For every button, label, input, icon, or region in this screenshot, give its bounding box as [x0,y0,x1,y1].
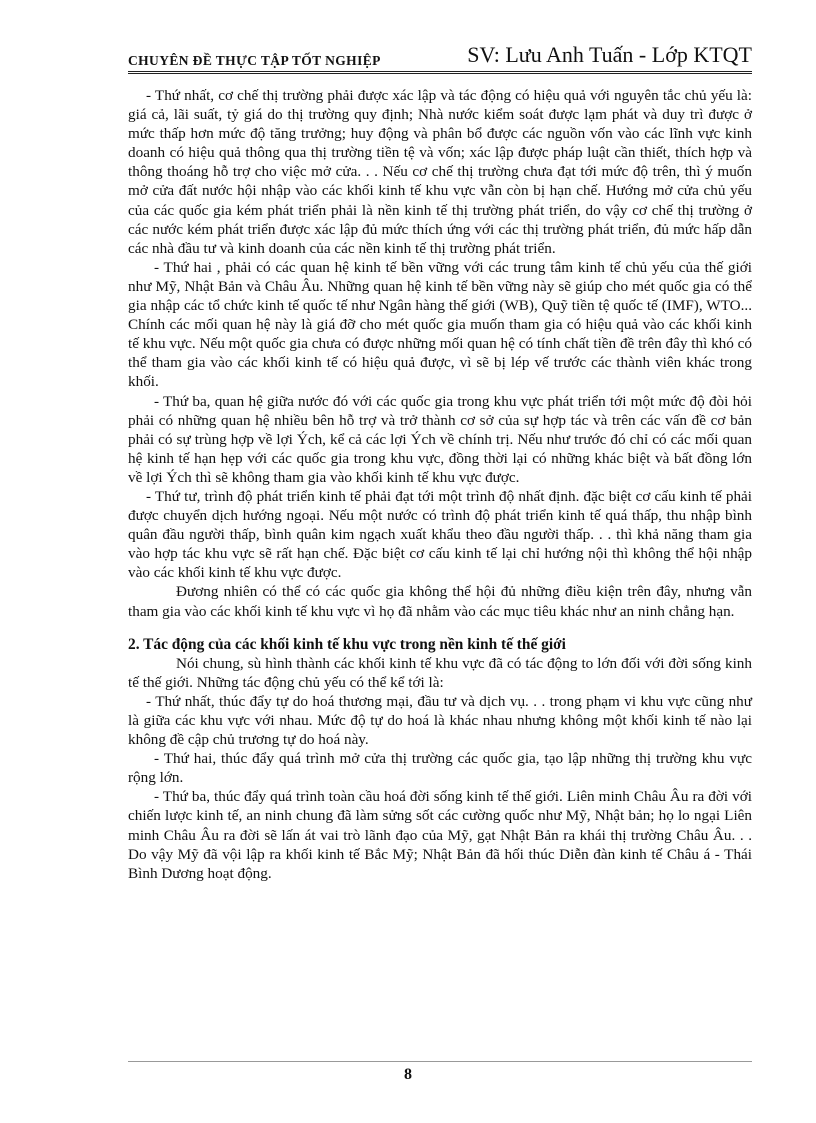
header-rule [128,71,752,74]
header-report-title: CHUYÊN ĐỀ THỰC TẬP TỐT NGHIỆP [128,53,381,68]
page-number: 8 [404,1066,412,1083]
paragraph-conclusion: Đương nhiên có thể có các quốc gia không thể hội đủ những điều kiện trên đây, nhưng vẫn tham gia vào các khối kinh tế khu vực vì họ đã nhằm vào các mục tiêu khác như an ninh chẳng hạn. [128,583,752,620]
paragraph-third-impact: - Thứ ba, thúc đẩy quá trình toàn cầu hoá đời sống kinh tế thế giới. Liên minh Châu Âu ra đời với chiến lược kinh tế, an ninh chung đã làm sửng sốt các cường quốc như Mỹ, Nhật bản; họ lo ngại Liên minh Châu Âu ra đời sẽ lấn át vai trò lãnh đạo của Mỹ, gạt Nhật Bản ra khái thị trường Châu Âu. . . Do vậy Mỹ đã vội lập ra khối kinh tế Bắc Mỹ; Nhật Bản đã hối thúc Diễn đàn kinh tế Châu á - Thái Bình Dương hoạt động. [128,788,752,882]
footer-rule [128,1061,752,1062]
paragraph-second-condition: - Thứ hai , phải có các quan hệ kinh tế bền vững với các trung tâm kinh tế chủ yếu của thế giới như Mỹ, Nhật Bản và Châu Âu. Những quan hệ kinh tế bền vững này sẽ giúp cho mét quốc gia có thể gia nhập các tổ chức kinh tế quốc tế như Ngân hàng thế giới (WB), Quỹ tiền tệ quốc tế (IMF), WTO... Chính các mối quan hệ này là giá đỡ cho mét quốc gia muốn tham gia có hiệu quả vào các khối kinh tế khu vực. Nếu một quốc gia chưa có được những mối quan hệ có tính chất tiền đề trên đây thì khó có thể tham gia vào các khối kinh tế có hiệu quả được, vì sẽ bị lép vế trước các thành viên khác trong khối. [128,258,752,391]
page-header [128,42,752,72]
header-student-info: SV: Lưu Anh Tuấn - Lớp KTQT [467,42,752,67]
paragraph-fourth-condition: - Thứ tư, trình độ phát triển kinh tế phải đạt tới một trình độ nhất định. đặc biệt cơ cấu kinh tế phải được chuyển dịch hướng ngoại. Nếu một nước có trình độ phát triển kinh tế quá thấp, thu nhập bình quân đầu người thấp, bình quân kim ngạch xuất khẩu theo đầu người thấp. . . thì khả năng tham gia vào hợp tác khu vực sẽ rất hạn chế. Đặc biệt cơ cấu kinh tế lại chỉ hướng nội thì không thể hội nhập vào các khối kinh tế khu vực được. [128,487,752,582]
paragraph-second-impact: - Thứ hai, thúc đẩy quá trình mở cửa thị trường các quốc gia, tạo lập những thị trường khu vực rộng lớn. [128,750,752,787]
paragraph-third-condition: - Thứ ba, quan hệ giữa nước đó với các quốc gia trong khu vực phát triển tới một mức độ đòi hỏi phải có những quan hệ nhiều bên hỗ trợ và trở thành cơ sở của sự hợp tác và trên các vấn đề cơ bản phải có sự trùng hợp về lợi Ých, kể cả các lợi Ých về chính trị. Nếu như trước đó chỉ có các mối quan hệ kinh tế hạn hẹp với các quốc gia trong khu vực, đồng thời lại có những khác biệt và bất đồng lớn về lợi Ých thì sẽ không tham gia vào khối kinh tế khu vực được. [128,392,752,486]
paragraph-first-impact: - Thứ nhất, thúc đẩy tự do hoá thương mại, đầu tư và dịch vụ. . . trong phạm vi khu vực cũng như là giữa các khu vực với nhau. Mức độ tự do hoá là khác nhau nhưng không một khối kinh tế nào lại không đề cập chủ trương tự do hoá này. [128,692,752,749]
paragraph-first-condition: - Thứ nhất, cơ chế thị trường phải được xác lập và tác động có hiệu quả với nguyên tắc chủ yếu là: giá cả, lãi suất, tỷ giá do thị trường quy định; Nhà nước kiểm soát được lạm phát và duy trì được ở mức thấp hơn mức độ tăng trưởng; huy động và phân bổ được các nguồn vốn vào các lĩnh vực kinh doanh có hiệu quả thông qua thị trường tiền tệ và vốn; xác lập được pháp luật cần thiết, thích hợp và thông thoáng hỗ trợ cho việc mở cửa. . . Nếu cơ chế thị trường chưa đạt tới mức độ trên, thì ý muốn mở cửa đất nước hội nhập vào các khối kinh tế khu vực vẫn còn bị hạn chế. Hướng mở cửa chủ yếu của các quốc gia kém phát triển phải là nền kinh tế thị trường phát triển, do vậy cơ chế thị trường ở các nước kém phát triển được xác lập đủ mức thích ứng với các thị trường phát triển, đủ mức hấp dẫn các nhà đầu tư và kinh doanh của các nền kinh tế thị trường phát triển. [128,87,752,257]
section-heading: 2. Tác động của các khối kinh tế khu vực trong nền kinh tế thế giới [128,635,566,653]
document-body [128,86,752,883]
paragraph-section-intro: Nói chung, sù hình thành các khối kinh tế khu vực đã có tác động to lớn đối với đời sống kinh tế thế giới. Những tác động chủ yếu có thể kể tới là: [128,654,752,691]
